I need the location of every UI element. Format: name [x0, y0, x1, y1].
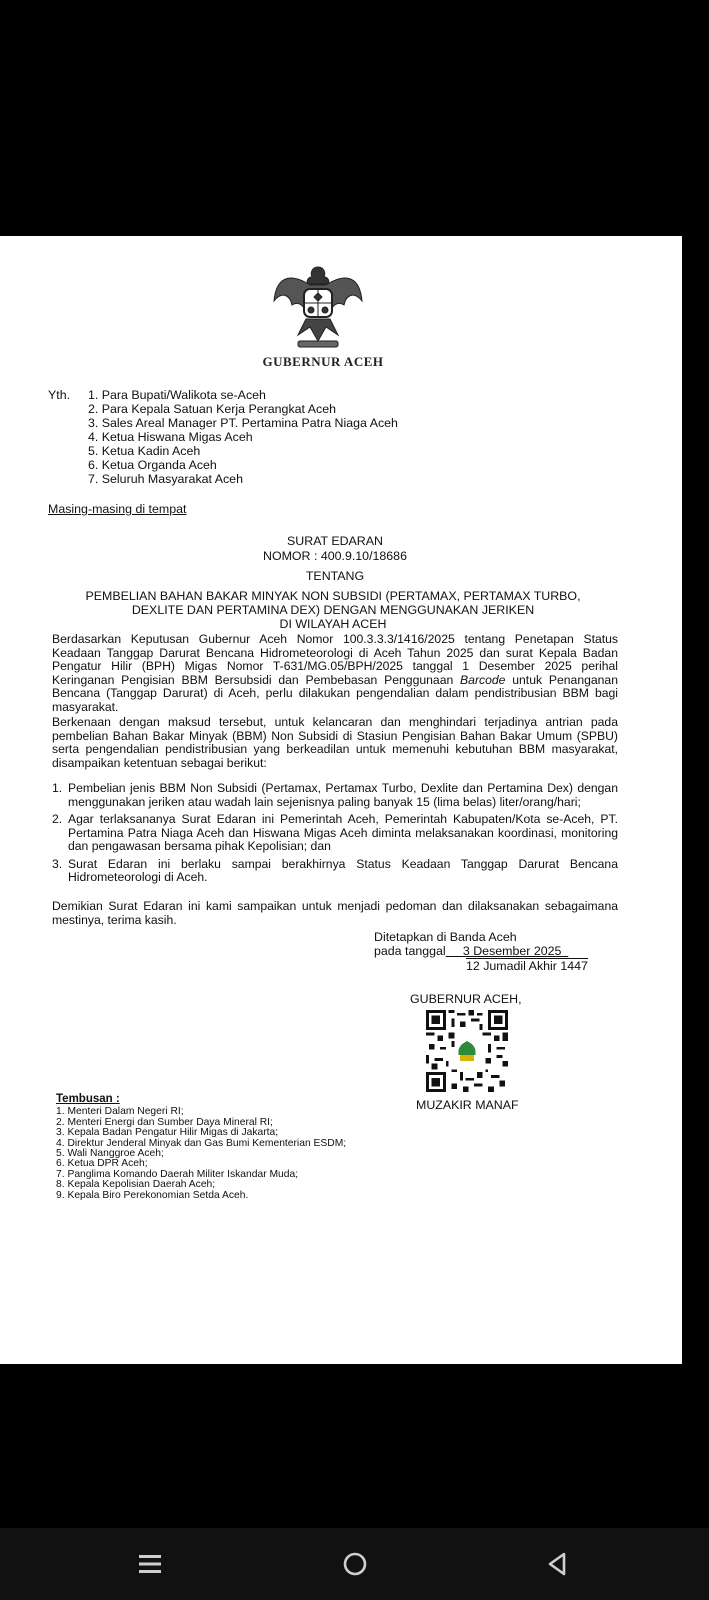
copy-item: 3. Kepala Badan Pengatur Hilir Migas di Jakarta; — [56, 1127, 279, 1139]
copy-item: 1. Menteri Dalam Negeri RI; — [56, 1106, 184, 1118]
circular-title: SURAT EDARAN — [287, 534, 383, 548]
copies-title: Tembusan : — [56, 1093, 120, 1105]
qr-code-icon — [426, 1010, 508, 1092]
signatory-name: MUZAKIR MANAF — [416, 1098, 519, 1112]
provision-item — [52, 858, 618, 885]
date-value-text: 3 Desember 2025 — [462, 944, 562, 958]
recipient-item: 3. Sales Areal Manager PT. Pertamina Patra Niaga Aceh — [88, 416, 398, 430]
letter-document — [0, 236, 682, 1364]
system-navigation-bar — [0, 1528, 709, 1600]
provision-text: Agar terlaksananya Surat Edaran ini Pemerintah Aceh, Pemerintah Kabupaten/Kota se-Aceh, PT. Pertamina Patra Niaga Aceh dan Hiswana Migas Aceh diminta melaksanakan koordinasi, monitoring dan pengawasan bersama pihak Kepolisian; dan — [68, 812, 618, 853]
circular-subject — [48, 589, 618, 631]
recipient-item: 7. Seluruh Masyarakat Aceh — [88, 472, 243, 486]
date-value — [446, 944, 569, 958]
recipient-place: Masing-masing di tempat — [48, 502, 187, 516]
copy-item: 5. Wali Nanggroe Aceh; — [56, 1148, 164, 1160]
p1-text: untuk Penanganan Bencana (Tanggap Darurat) di Aceh, perlu dilakukan pengendalian dalam pendistribusian BBM bagi masyarakat. — [52, 672, 618, 714]
recipient-prefix: Yth. — [48, 388, 71, 402]
recipient-list — [48, 388, 398, 486]
paragraph-purpose: Berkenaan dengan maksud tersebut, untuk kelancaran dan menghindari terjadinya antrian pada pembelian Bahan Bakar Minyak (BBM) Non Subsidi di Stasiun Pengisian Bahan Bakar Umum (SPBU) serta pengendalian pendistribusian yang berkeadilan untuk memenuhi kebutuhan BBM masyarakat, disampaikan ketentuan sebagai berikut: — [52, 715, 618, 770]
recipient-item: 4. Ketua Hiswana Migas Aceh — [88, 430, 253, 444]
copy-item: 9. Kepala Biro Perekonomian Setda Aceh. — [56, 1189, 249, 1201]
copy-item: 8. Kepala Kepolisian Daerah Aceh; — [56, 1179, 216, 1191]
paragraph-closing: Demikian Surat Edaran ini kami sampaikan untuk menjadi pedoman dan dilaksanakan sebagaimana mestinya, terima kasih. — [52, 899, 618, 927]
recipient-item: 1. Para Bupati/Walikota se-Aceh — [88, 388, 266, 402]
home-icon[interactable] — [335, 1548, 375, 1580]
date-label: pada tanggal — [374, 944, 446, 958]
subject-line: DEXLITE DAN PERTAMINA DEX) DENGAN MENGGUNAKAN JERIKEN — [131, 603, 535, 617]
recipient-item: 2. Para Kepala Satuan Kerja Perangkat Aceh — [88, 402, 336, 416]
signatory-position: GUBERNUR ACEH, — [410, 992, 522, 1006]
recipient-item: 6. Ketua Organda Aceh — [88, 458, 217, 472]
menu-icon[interactable] — [130, 1548, 170, 1580]
established-date — [374, 944, 614, 958]
circular-number: NOMOR : 400.9.10/18686 — [263, 549, 407, 563]
recipient-item: 5. Ketua Kadin Aceh — [88, 444, 201, 458]
p1-text: Berdasarkan Keputusan Gubernur Aceh Nomor 100.3.3.3/1416/2025 tentang Penetapan Status Keadaan Tanggap Darurat Bencana Hidrometeorologi di Aceh Tahun 2025 dan surat Kepala Badan Pengatur Hilir (BPH) Migas Nomor T-631/MG.05/BPH/2025 tanggal 1 Desember 2025 perihal Keringanan Pengisian BBM Bersubsidi dan Pembebasan Penggunaan — [52, 632, 618, 687]
provision-item — [52, 782, 618, 809]
provision-number: 1. — [52, 781, 63, 795]
copy-item: 2. Menteri Energi dan Sumber Daya Mineral RI; — [56, 1116, 273, 1128]
established-place: Ditetapkan di Banda Aceh — [374, 930, 517, 944]
provision-text: Surat Edaran ini berlaku sampai berakhirnya Status Keadaan Tanggap Darurat Bencana Hidrometeorologi di Aceh. — [68, 856, 618, 884]
subject-line: DI WILAYAH ACEH — [279, 617, 387, 631]
hijri-date: 12 Jumadil Akhir 1447 — [466, 959, 588, 973]
paragraph-legal-basis — [52, 633, 618, 714]
letterhead-title: GUBERNUR ACEH — [262, 354, 384, 369]
subject-line: PEMBELIAN BAHAN BAKAR MINYAK NON SUBSIDI (PERTAMAX, PERTAMAX TURBO, — [85, 589, 581, 603]
circular-about: TENTANG — [305, 569, 365, 583]
garuda-emblem-icon — [268, 261, 368, 353]
copies-list — [56, 1094, 346, 1201]
provision-number: 3. — [52, 856, 63, 871]
copy-item: 4. Direktur Jenderal Minyak dan Gas Bumi Kementerian ESDM; — [56, 1137, 347, 1149]
back-icon[interactable] — [537, 1548, 577, 1580]
p1-italic: Barcode — [460, 672, 506, 687]
provision-item — [52, 813, 618, 854]
signature-date-block — [374, 930, 614, 973]
provision-number: 2. — [52, 812, 63, 826]
provision-text: Pembelian jenis BBM Non Subsidi (Pertamax, Pertamax Turbo, Dexlite dan Pertamina Dex) dengan menggunakan jeriken atau wadah lain sejenisnya paling banyak 15 (lima belas) liter/orang/hari; — [68, 781, 618, 809]
provision-list — [52, 782, 618, 889]
copy-item: 6. Ketua DPR Aceh; — [56, 1158, 148, 1170]
copy-item: 7. Panglima Komando Daerah Militer Iskandar Muda; — [56, 1168, 299, 1180]
